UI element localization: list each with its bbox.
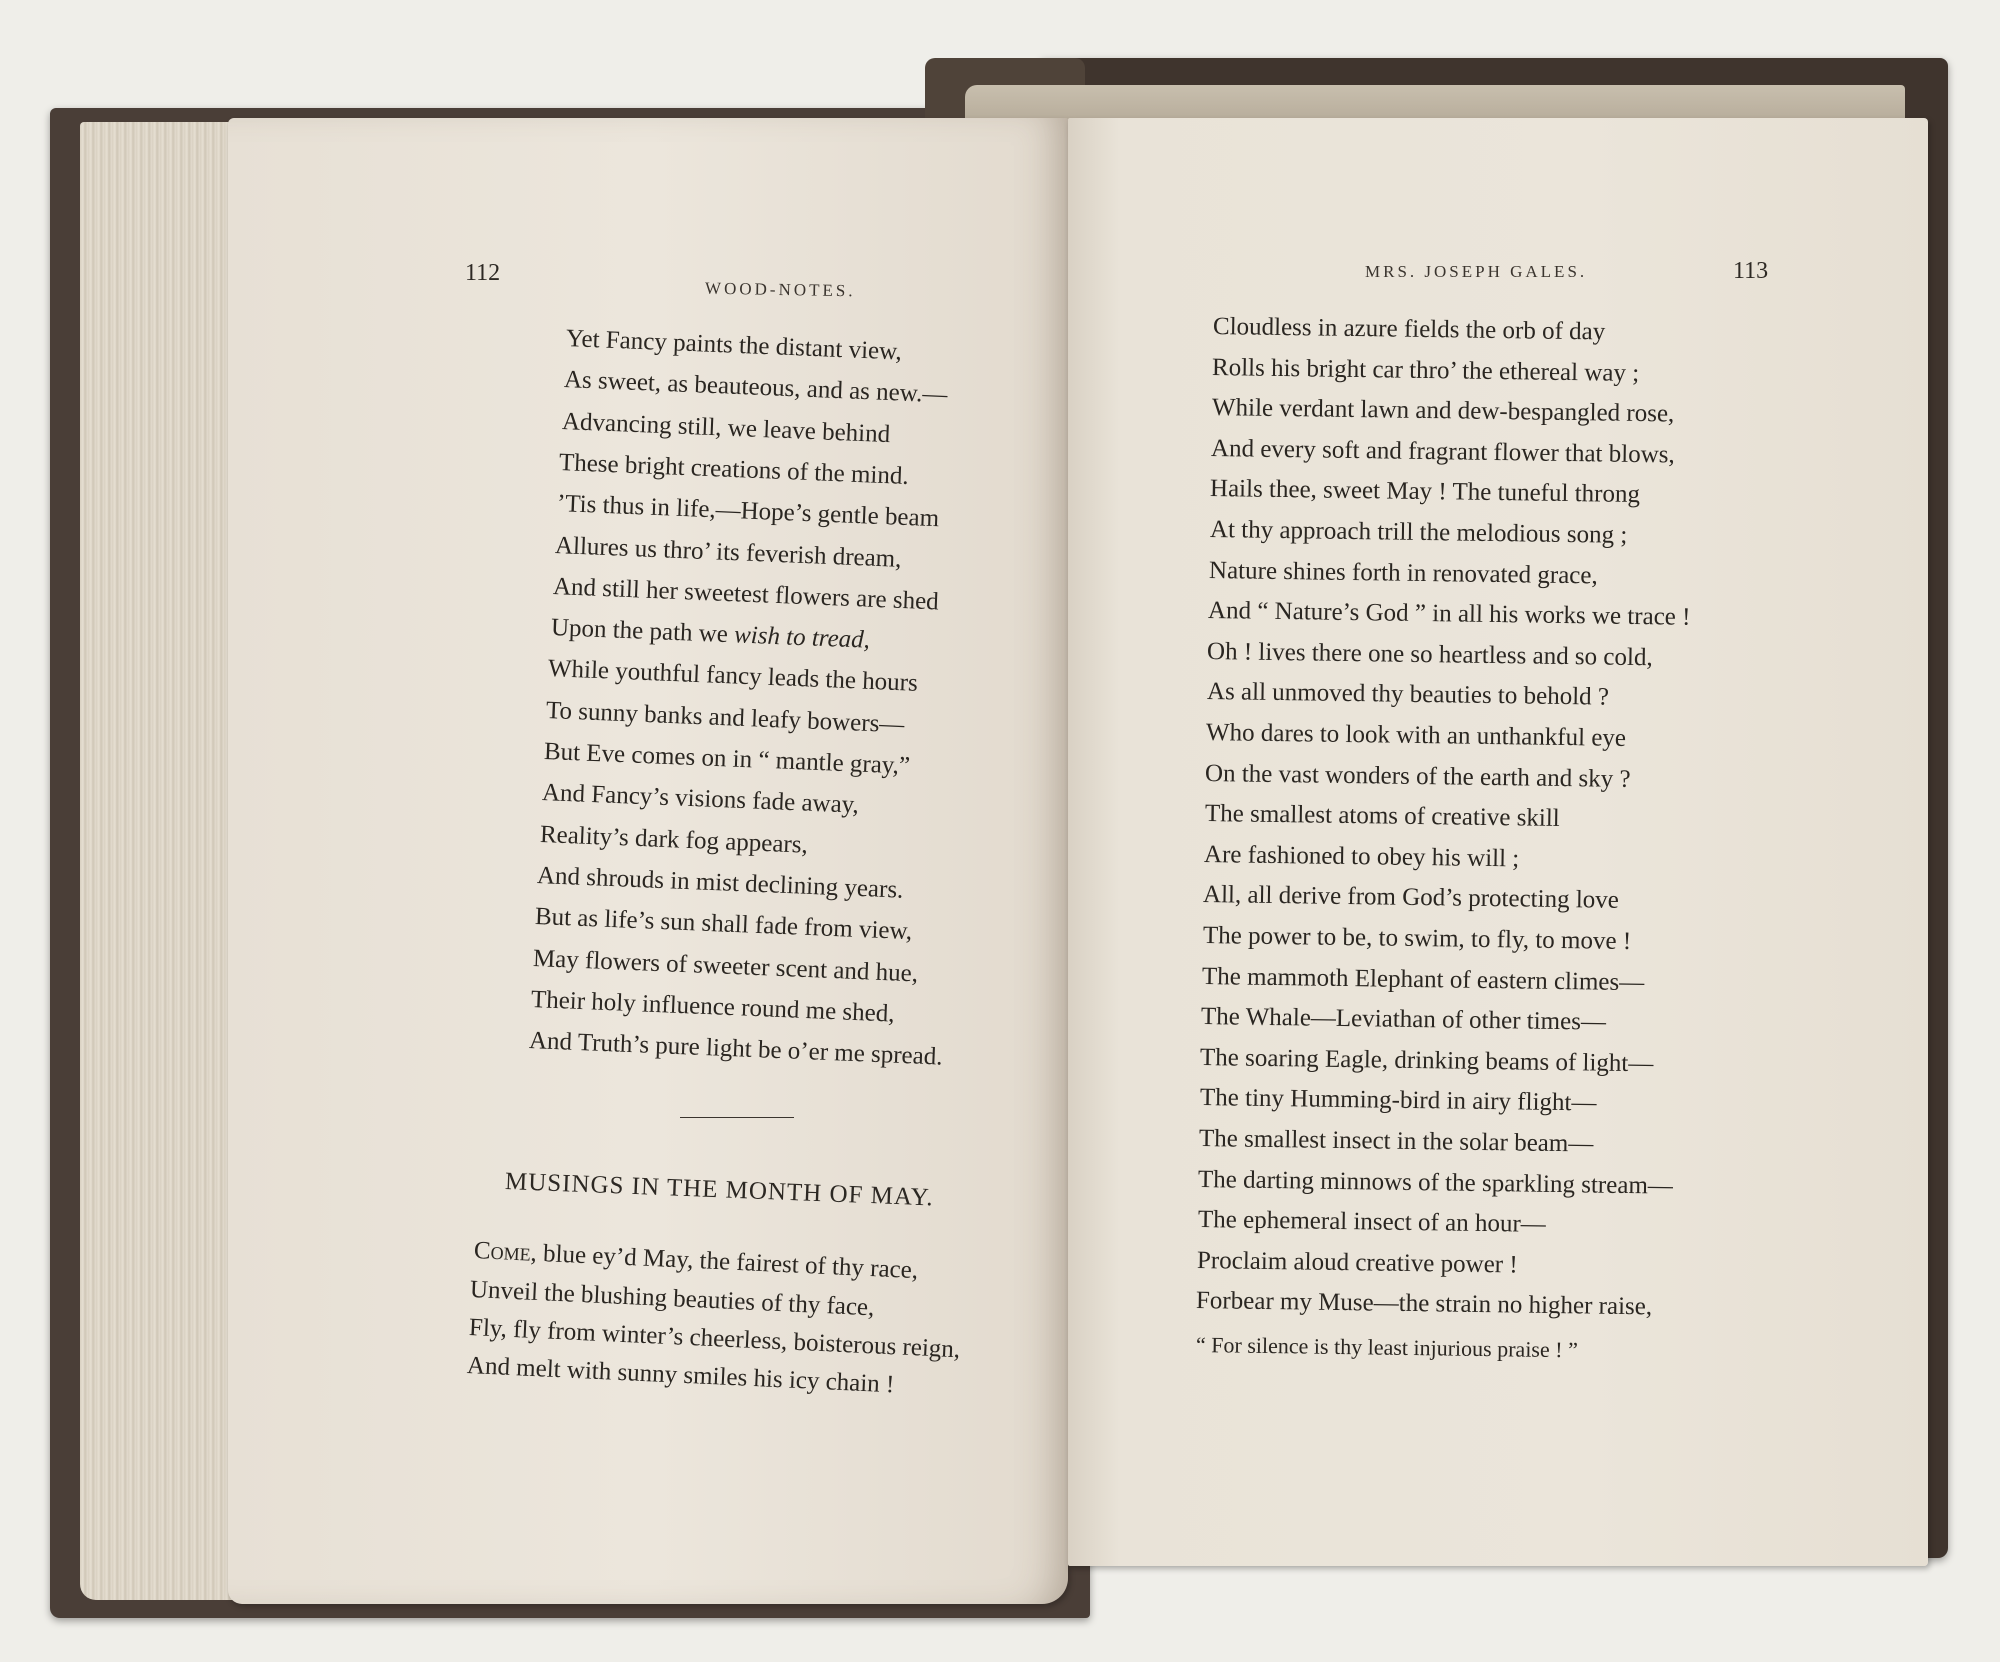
right-poem-line: And “ Nature’s God ” in all his works we trace ! (1207, 597, 1691, 631)
right-poem-line: The ephemeral insect of an hour— (1197, 1206, 1546, 1239)
left-poem-line: To sunny banks and leafy bowers— (545, 696, 906, 739)
right-poem-line: Forbear my Muse—the strain no higher raise, (1196, 1287, 1653, 1321)
right-poem-line: All, all derive from God’s protecting love (1203, 881, 1620, 915)
new-poem-line: Fly, fly from winter’s cheerless, boisterous reign, (467, 1314, 961, 1364)
right-poem-line: Hails thee, sweet May ! The tuneful throng (1210, 475, 1641, 509)
right-poem-line: Rolls his bright car thro’ the ethereal way ; (1212, 353, 1640, 387)
left-poem-line: Their holy influence round me shed, (530, 985, 895, 1028)
right-poem-line: The smallest insect in the solar beam— (1198, 1125, 1594, 1158)
left-page-number: 112 (465, 260, 501, 286)
right-poem-line: As all unmoved thy beauties to behold ? (1206, 678, 1609, 712)
right-poem-line: “ For silence is thy least injurious praise ! ” (1195, 1332, 1578, 1363)
left-poem-line: And still her sweetest flowers are shed (552, 572, 940, 616)
right-running-head: MRS. JOSEPH GALES. (1365, 262, 1588, 281)
section-divider (680, 1117, 794, 1118)
left-poem-line: As sweet, as beauteous, and as new.— (563, 366, 948, 409)
right-page-number: 113 (1733, 258, 1769, 284)
left-poem-line: And Fancy’s visions fade away, (541, 779, 860, 820)
left-poem-line: Reality’s dark fog appears, (539, 820, 808, 859)
left-poem-line: While youthful fancy leads the hours (547, 655, 919, 698)
left-poem-line: But Eve comes on in “ mantle gray,” (543, 738, 911, 780)
right-poem-line: Nature shines forth in renovated grace, (1208, 556, 1598, 590)
left-poem-line: And shrouds in mist declining years. (536, 861, 905, 904)
left-poem-line: Yet Fancy paints the distant view, (565, 325, 903, 366)
left-poem-line: Allures us thro’ its feverish dream, (554, 531, 902, 573)
left-poem-line: These bright creations of the mind. (558, 448, 910, 490)
left-poem-line: ’Tis thus in life,—Hope’s gentle beam (556, 490, 940, 533)
left-poem-line: Advancing still, we leave behind (561, 407, 891, 448)
left-poem-line: And Truth’s pure light be o’er me spread. (528, 1027, 943, 1071)
right-poem-line: On the vast wonders of the earth and sky ? (1205, 759, 1632, 793)
right-poem-line: And every soft and fragrant flower that blows, (1210, 434, 1675, 469)
left-poem-line: Upon the path we wish to tread, (550, 614, 871, 654)
new-poem-line: Unveil the blushing beauties of thy face, (469, 1276, 875, 1322)
right-poem-line: The smallest atoms of creative skill (1204, 800, 1560, 833)
left-running-head: WOOD-NOTES. (704, 278, 856, 301)
right-poem-line: The soaring Eagle, drinking beams of light— (1200, 1043, 1654, 1078)
right-poem-line: Proclaim aloud creative power ! (1196, 1246, 1518, 1279)
section-title: MUSINGS IN THE MONTH OF MAY. (504, 1168, 935, 1212)
new-poem-line: And melt with sunny smiles his icy chain ! (466, 1352, 895, 1399)
left-poem-line: But as life’s sun shall fade from view, (534, 903, 913, 946)
right-poem-line: The tiny Humming-bird in airy flight— (1199, 1084, 1597, 1117)
right-poem-line: Oh ! lives there one so heartless and so cold, (1207, 637, 1654, 672)
right-poem-line: The darting minnows of the sparkling stream— (1198, 1165, 1674, 1200)
first-line-rest: blue ey’d May, the fairest of thy race, (536, 1239, 919, 1285)
right-poem-line: The mammoth Elephant of eastern climes— (1201, 962, 1645, 996)
right-poem-line: The power to be, to swim, to fly, to move ! (1202, 922, 1631, 955)
right-poem-line: The Whale—Leviathan of other times— (1200, 1003, 1607, 1036)
right-poem-line: At thy approach trill the melodious song ; (1209, 516, 1627, 549)
right-poem-line: Who dares to look with an unthankful eye (1205, 719, 1627, 752)
right-poem-line: Cloudless in azure fields the orb of day (1212, 313, 1606, 346)
right-poem-line: While verdant lawn and dew-bespangled rose, (1211, 394, 1675, 428)
right-poem-line: Are fashioned to obey his will ; (1203, 840, 1520, 873)
italic-phrase: wish to tread, (726, 621, 871, 654)
drop-word: Come, (473, 1237, 538, 1267)
left-poem-line: May flowers of sweeter scent and hue, (532, 944, 919, 987)
